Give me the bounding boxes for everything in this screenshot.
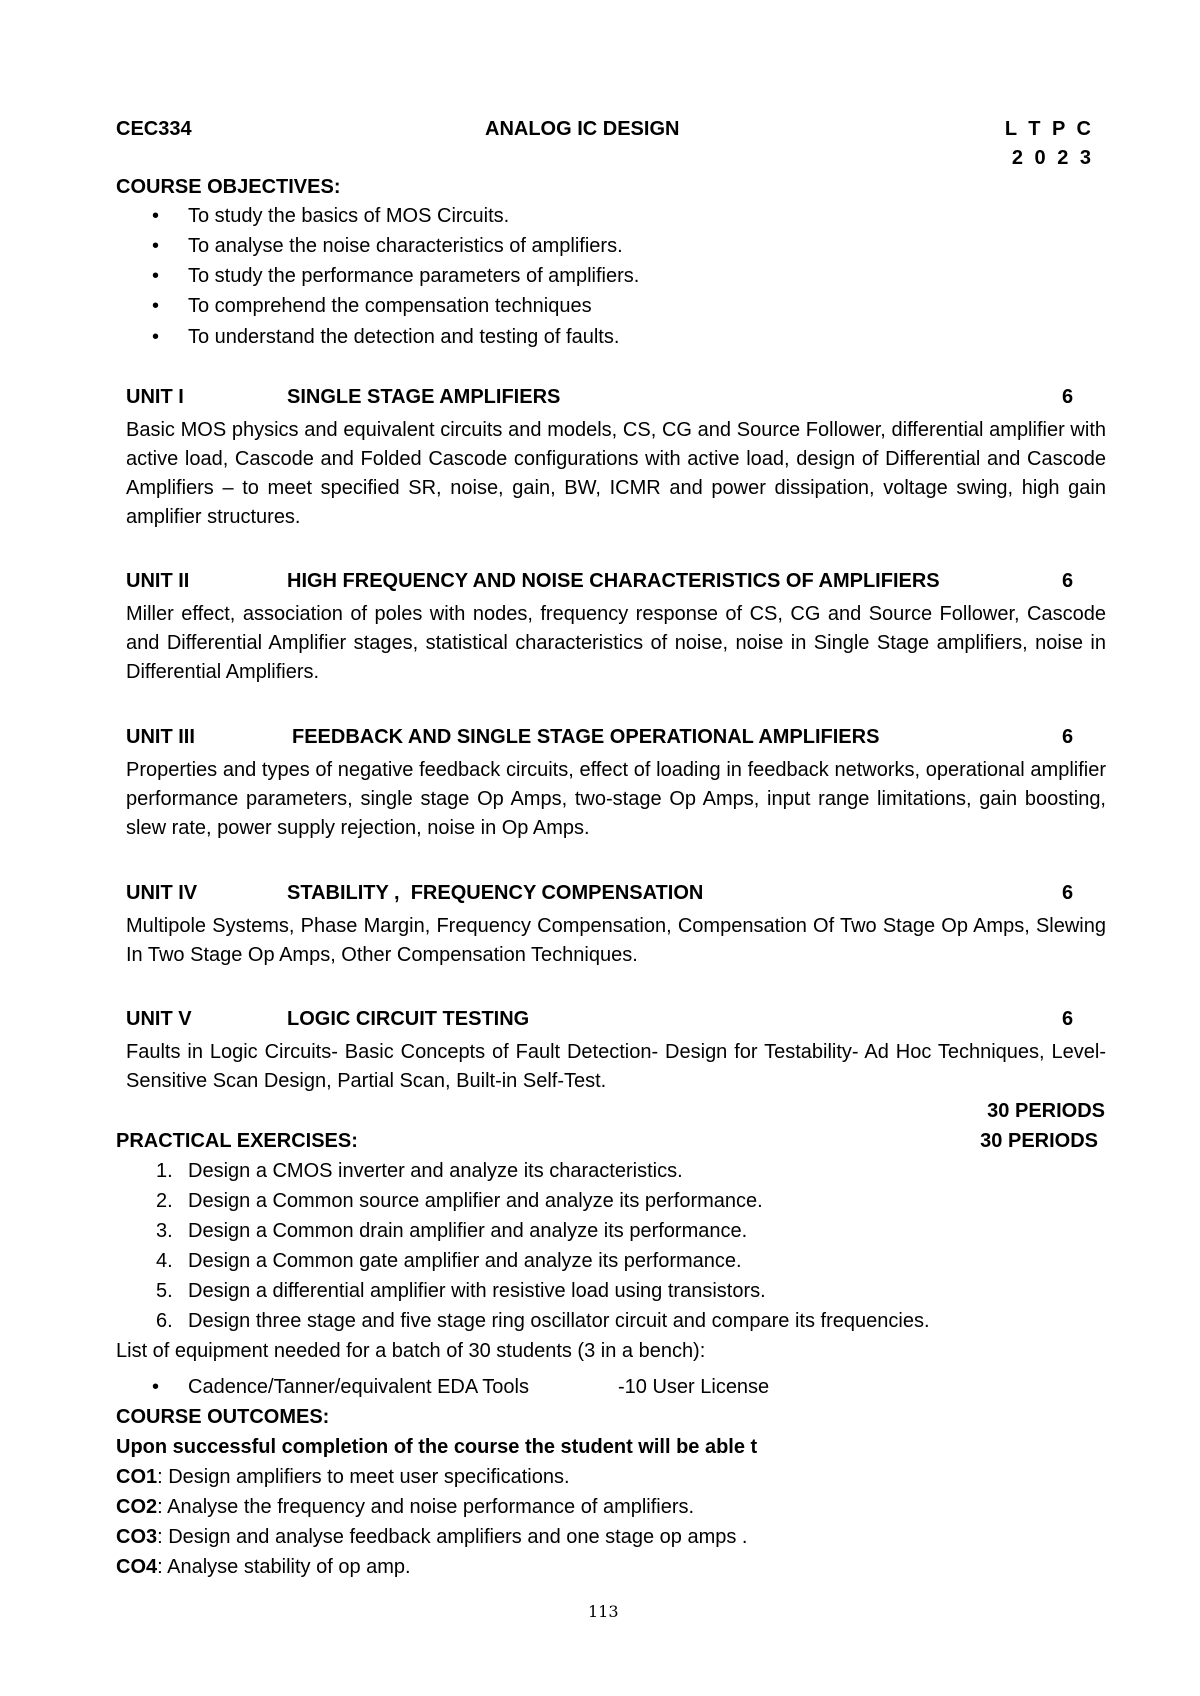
course-title: ANALOG IC DESIGN [485, 118, 680, 140]
outcome-item [116, 1556, 411, 1579]
bullet-icon: • [152, 1376, 160, 1398]
unit-label: UNIT I [126, 386, 184, 408]
unit-hours: 6 [1062, 882, 1074, 904]
list-number: 6. [156, 1310, 173, 1332]
list-item: To study the basics of MOS Circuits. [188, 205, 510, 227]
list-item: To analyse the noise characteristics of amplifiers. [188, 235, 623, 257]
practical-heading: PRACTICAL EXERCISES: [116, 1130, 358, 1152]
outcome-item [116, 1496, 694, 1519]
outcomes-heading: COURSE OUTCOMES: [116, 1406, 330, 1428]
objectives-heading: COURSE OBJECTIVES: [116, 176, 341, 198]
outcome-code: CO2 [116, 1496, 158, 1518]
unit-label: UNIT IV [126, 882, 198, 904]
bullet-icon: • [152, 205, 160, 227]
equipment-quantity: -10 User License [618, 1376, 770, 1398]
unit-title: FEEDBACK AND SINGLE STAGE OPERATIONAL AMPLIFIERS [292, 726, 880, 748]
list-item: To understand the detection and testing of faults. [188, 326, 620, 348]
unit-title: LOGIC CIRCUIT TESTING [287, 1008, 530, 1030]
list-number: 2. [156, 1190, 173, 1212]
list-number: 5. [156, 1280, 173, 1302]
unit-hours: 6 [1062, 1008, 1074, 1030]
unit-title: HIGH FREQUENCY AND NOISE CHARACTERISTICS OF AMPLIFIERS [287, 570, 940, 592]
bullet-icon: • [152, 326, 160, 348]
equipment-intro: List of equipment needed for a batch of 30 students (3 in a bench): [116, 1340, 706, 1362]
list-item: To study the performance parameters of amplifiers. [188, 265, 640, 287]
outcome-text: : Analyse stability of op amp. [157, 1556, 411, 1578]
outcome-item [116, 1526, 748, 1549]
unit-description: Miller effect, association of poles with nodes, frequency response of CS, CG and Source Follower, Cascode and Differential Amplifier stages, statistical characteristics of noise, noise in Single Stage amplifiers, noise in Differential Amplifiers. [126, 603, 1106, 683]
outcome-text: : Design and analyse feedback amplifiers and one stage op amps . [157, 1526, 748, 1548]
list-item: Design three stage and five stage ring oscillator circuit and compare its frequencies. [188, 1310, 930, 1332]
unit-description: Properties and types of negative feedback circuits, effect of loading in feedback networks, operational amplifier performance parameters, single stage Op Amps, two-stage Op Amps, input range limitations, gain boosting, slew rate, power supply rejection, noise in Op Amps. [126, 759, 1106, 839]
unit-description: Basic MOS physics and equivalent circuits and models, CS, CG and Source Follower, differential amplifier with active load, Cascode and Folded Cascode configurations with active load, design of Differential and Cascode Amplifiers – to meet specified SR, noise, gain, BW, ICMR and power dissipation, voltage swing, high gain amplifier structures. [126, 419, 1106, 528]
unit-label: UNIT V [126, 1008, 192, 1030]
outcome-code: CO4 [116, 1556, 158, 1578]
outcomes-intro: Upon successful completion of the course the student will be able t [116, 1436, 758, 1458]
unit-title: STABILITY , FREQUENCY COMPENSATION [287, 882, 704, 904]
outcome-text: : Analyse the frequency and noise performance of amplifiers. [157, 1496, 695, 1518]
outcome-text: : Design amplifiers to meet user specifications. [157, 1466, 570, 1488]
unit-hours: 6 [1062, 570, 1074, 592]
outcome-code: CO3 [116, 1526, 158, 1548]
theory-periods: 30 PERIODS [987, 1100, 1105, 1122]
outcome-item [116, 1466, 570, 1489]
list-item: Design a Common source amplifier and analyze its performance. [188, 1190, 763, 1212]
bullet-icon: • [152, 235, 160, 257]
list-item: To comprehend the compensation techniques [188, 295, 592, 317]
list-number: 3. [156, 1220, 173, 1242]
bullet-icon: • [152, 265, 160, 287]
outcome-code: CO1 [116, 1466, 158, 1488]
course-code: CEC334 [116, 118, 192, 140]
list-item: Design a differential amplifier with resistive load using transistors. [188, 1280, 766, 1302]
unit-hours: 6 [1062, 386, 1074, 408]
page-number: 113 [588, 1602, 619, 1621]
unit-hours: 6 [1062, 726, 1074, 748]
list-number: 4. [156, 1250, 173, 1272]
equipment-name: Cadence/Tanner/equivalent EDA Tools [188, 1376, 529, 1398]
unit-description: Faults in Logic Circuits- Basic Concepts of Fault Detection- Design for Testability- Ad Hoc Techniques, Level-Sensitive Scan Design, Partial Scan, Built-in Self-Test. [126, 1041, 1106, 1092]
list-item: Design a Common drain amplifier and analyze its performance. [188, 1220, 748, 1242]
bullet-icon: • [152, 295, 160, 317]
ltpc-label: L T P C [1004, 118, 1094, 140]
unit-label: UNIT III [126, 726, 195, 748]
list-item: Design a CMOS inverter and analyze its characteristics. [188, 1160, 683, 1182]
unit-description: Multipole Systems, Phase Margin, Frequency Compensation, Compensation Of Two Stage Op Amps, Slewing In Two Stage Op Amps, Other Compensation Techniques. [126, 915, 1106, 966]
unit-label: UNIT II [126, 570, 190, 592]
practical-periods: 30 PERIODS [980, 1130, 1098, 1152]
ltpc-values: 2 0 2 3 [1011, 147, 1094, 169]
list-item: Design a Common gate amplifier and analyze its performance. [188, 1250, 742, 1272]
list-number: 1. [156, 1160, 173, 1182]
unit-title: SINGLE STAGE AMPLIFIERS [287, 386, 561, 408]
